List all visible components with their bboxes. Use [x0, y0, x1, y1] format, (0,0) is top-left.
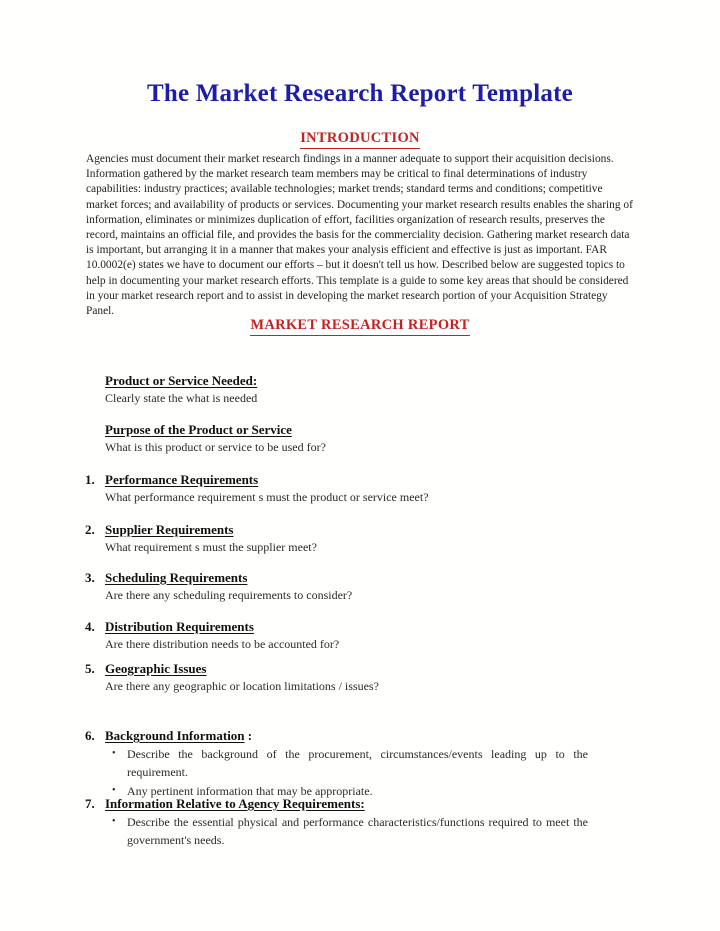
list-item: [85, 660, 630, 695]
list-item-title-suffix: :: [244, 728, 253, 743]
list-item-title: Information Relative to Agency Requirements:: [105, 796, 365, 811]
bullet-dot-icon: •: [112, 748, 116, 759]
bullet-list: [105, 745, 630, 800]
list-item-number: 2.: [85, 522, 95, 537]
bullet-text: Any pertinent information that may be appropriate.: [127, 784, 373, 798]
bullet-dot-icon: •: [112, 816, 116, 827]
list-item: [85, 471, 630, 506]
list-item: [85, 569, 630, 604]
list-item-body: What requirement s must the supplier meet?: [105, 540, 317, 554]
section-title: Product or Service Needed:: [105, 373, 258, 388]
list-item-body: Are there distribution needs to be accounted for?: [105, 637, 340, 651]
list-item-number: 5.: [85, 661, 95, 676]
list-item-number: 4.: [85, 619, 95, 634]
list-item: [85, 727, 630, 800]
bullet-text: Describe the background of the procurement, circumstances/events leading up to the requirement.: [127, 747, 588, 779]
bullet-item: [105, 745, 630, 781]
list-item-title: Performance Requirements: [105, 472, 259, 487]
list-item-number: 1.: [85, 472, 95, 487]
list-item-body: Are there any geographic or location limitations / issues?: [105, 679, 379, 693]
list-item-body: What performance requirement s must the product or service meet?: [105, 490, 429, 504]
report-heading: [0, 317, 720, 336]
list-item-title: Scheduling Requirements: [105, 570, 248, 585]
section-product-or-service-needed: [105, 372, 625, 407]
section-body: Clearly state the what is needed: [105, 391, 258, 405]
section-purpose-of-product-or-service: [105, 421, 625, 456]
list-item-title: [105, 727, 252, 744]
section-body: What is this product or service to be used for?: [105, 440, 326, 454]
introduction-heading: [0, 130, 720, 149]
page-title: The Market Research Report Template: [147, 80, 573, 107]
bullet-item: [105, 813, 630, 849]
bullet-list: [105, 813, 630, 849]
list-item: [85, 521, 630, 556]
bullet-text: Describe the essential physical and performance characteristics/functions required to meet the government's needs.: [127, 815, 588, 847]
bullet-dot-icon: •: [112, 785, 116, 796]
introduction-heading-text: INTRODUCTION: [300, 130, 420, 149]
list-item-body: Are there any scheduling requirements to consider?: [105, 588, 353, 602]
list-item-number: 3.: [85, 570, 95, 585]
list-item-title: Geographic Issues: [105, 661, 207, 676]
list-item: [85, 618, 630, 653]
list-item-title: Supplier Requirements: [105, 522, 234, 537]
list-item-number: 6.: [85, 728, 95, 743]
list-item-title-text: Background Information: [105, 728, 245, 743]
list-item: [85, 795, 630, 849]
introduction-paragraph: Agencies must document their market research findings in a manner adequate to support their acquisition decisions. Information gathered by the market research team members may be critical to final determinations of industry capabilities: industry practices; available technologies; market trends; standard terms and conditions; competitive market forces; and availability of products or services. Documenting your market research results enables the sharing of information, eliminates or minimizes duplication of effort, facilities organization of research results, preserves the record, maintains an official file, and provides the basis for the commerciality decision. Gathering market research data is important, but arranging it in a manner that makes your analysis efficient and effective is just as important. FAR 10.0002(e) states we have to document our efforts – but it doesn't tell us how. Described below are suggested topics to help in documenting your market research efforts. This template is a guide to some key areas that should be considered in your market research report and to assist in developing the market research portion of your Acquisition Strategy Panel.: [86, 153, 633, 318]
list-item-title: Distribution Requirements: [105, 619, 254, 634]
list-item-number: 7.: [85, 796, 95, 811]
report-heading-text: MARKET RESEARCH REPORT: [250, 317, 469, 336]
section-title: Purpose of the Product or Service: [105, 422, 292, 437]
